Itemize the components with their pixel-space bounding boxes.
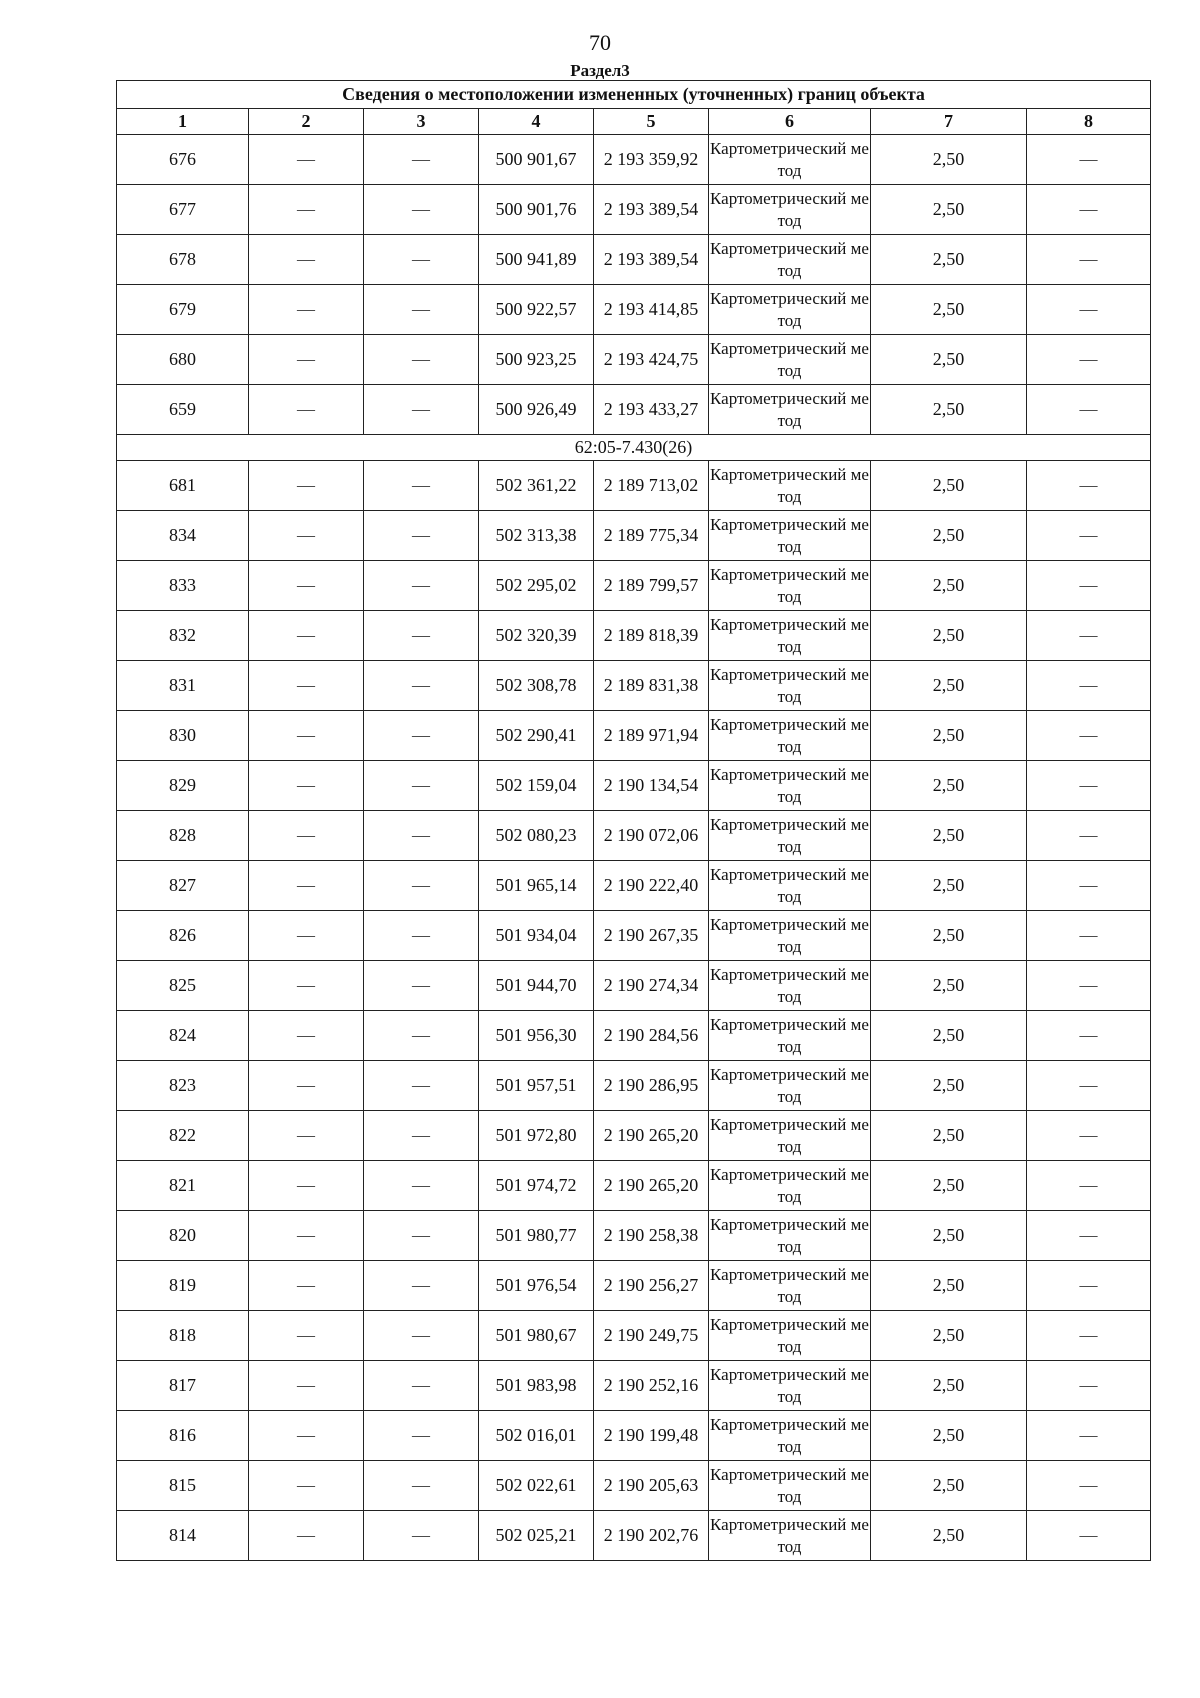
col8-cell: — (1027, 385, 1151, 435)
col2-cell: — (249, 135, 364, 185)
point-number-cell: 677 (117, 185, 249, 235)
col8-cell: — (1027, 711, 1151, 761)
col3-cell: — (364, 1411, 479, 1461)
column-header: 7 (871, 109, 1027, 135)
y-coordinate-cell: 2 190 222,40 (594, 861, 709, 911)
col2-cell: — (249, 185, 364, 235)
accuracy-cell: 2,50 (871, 1461, 1027, 1511)
column-header: 5 (594, 109, 709, 135)
col2-cell: — (249, 611, 364, 661)
point-number-cell: 678 (117, 235, 249, 285)
col8-cell: — (1027, 561, 1151, 611)
accuracy-cell: 2,50 (871, 1261, 1027, 1311)
table-row (117, 285, 1151, 335)
x-coordinate-cell: 501 972,80 (479, 1111, 594, 1161)
point-number-cell: 815 (117, 1461, 249, 1511)
col2-cell: — (249, 1461, 364, 1511)
method-cell: Картометрический метод (709, 811, 871, 861)
point-number-cell: 832 (117, 611, 249, 661)
method-cell: Картометрический метод (709, 1461, 871, 1511)
col3-cell: — (364, 1161, 479, 1211)
col8-cell: — (1027, 911, 1151, 961)
col8-cell: — (1027, 1261, 1151, 1311)
accuracy-cell: 2,50 (871, 385, 1027, 435)
accuracy-cell: 2,50 (871, 1011, 1027, 1061)
accuracy-cell: 2,50 (871, 861, 1027, 911)
y-coordinate-cell: 2 193 424,75 (594, 335, 709, 385)
col8-cell: — (1027, 661, 1151, 711)
col3-cell: — (364, 1361, 479, 1411)
col2-cell: — (249, 1411, 364, 1461)
col2-cell: — (249, 911, 364, 961)
x-coordinate-cell: 502 022,61 (479, 1461, 594, 1511)
group-row (117, 435, 1151, 461)
col8-cell: — (1027, 861, 1151, 911)
col3-cell: — (364, 761, 479, 811)
table-row (117, 511, 1151, 561)
table-row (117, 385, 1151, 435)
method-cell: Картометрический метод (709, 561, 871, 611)
x-coordinate-cell: 501 983,98 (479, 1361, 594, 1411)
y-coordinate-cell: 2 190 265,20 (594, 1161, 709, 1211)
column-header: 6 (709, 109, 871, 135)
accuracy-cell: 2,50 (871, 761, 1027, 811)
table-row (117, 961, 1151, 1011)
point-number-cell: 817 (117, 1361, 249, 1411)
col2-cell: — (249, 861, 364, 911)
x-coordinate-cell: 502 025,21 (479, 1511, 594, 1561)
accuracy-cell: 2,50 (871, 711, 1027, 761)
col2-cell: — (249, 811, 364, 861)
method-cell: Картометрический метод (709, 1361, 871, 1411)
accuracy-cell: 2,50 (871, 285, 1027, 335)
x-coordinate-cell: 501 980,77 (479, 1211, 594, 1261)
column-header: 3 (364, 109, 479, 135)
column-header: 1 (117, 109, 249, 135)
point-number-cell: 659 (117, 385, 249, 435)
accuracy-cell: 2,50 (871, 235, 1027, 285)
method-cell: Картометрический метод (709, 1211, 871, 1261)
x-coordinate-cell: 501 957,51 (479, 1061, 594, 1111)
col8-cell: — (1027, 1111, 1151, 1161)
accuracy-cell: 2,50 (871, 611, 1027, 661)
table-row (117, 1411, 1151, 1461)
col3-cell: — (364, 461, 479, 511)
point-number-cell: 814 (117, 1511, 249, 1561)
y-coordinate-cell: 2 190 286,95 (594, 1061, 709, 1111)
point-number-cell: 679 (117, 285, 249, 335)
table-row (117, 335, 1151, 385)
accuracy-cell: 2,50 (871, 811, 1027, 861)
y-coordinate-cell: 2 190 258,38 (594, 1211, 709, 1261)
point-number-cell: 834 (117, 511, 249, 561)
point-number-cell: 826 (117, 911, 249, 961)
accuracy-cell: 2,50 (871, 1361, 1027, 1411)
x-coordinate-cell: 500 922,57 (479, 285, 594, 335)
point-number-cell: 829 (117, 761, 249, 811)
col3-cell: — (364, 911, 479, 961)
accuracy-cell: 2,50 (871, 1311, 1027, 1361)
col3-cell: — (364, 185, 479, 235)
col2-cell: — (249, 1361, 364, 1411)
method-cell: Картометрический метод (709, 1261, 871, 1311)
method-cell: Картометрический метод (709, 761, 871, 811)
col3-cell: — (364, 1061, 479, 1111)
method-cell: Картометрический метод (709, 1061, 871, 1111)
y-coordinate-cell: 2 189 799,57 (594, 561, 709, 611)
table-row (117, 611, 1151, 661)
table-row (117, 1511, 1151, 1561)
method-cell: Картометрический метод (709, 711, 871, 761)
x-coordinate-cell: 501 934,04 (479, 911, 594, 961)
y-coordinate-cell: 2 190 249,75 (594, 1311, 709, 1361)
col3-cell: — (364, 1461, 479, 1511)
table-caption: Сведения о местоположении измененных (уточненных) границ объекта (117, 81, 1151, 109)
col8-cell: — (1027, 235, 1151, 285)
col8-cell: — (1027, 135, 1151, 185)
col3-cell: — (364, 235, 479, 285)
col2-cell: — (249, 235, 364, 285)
col3-cell: — (364, 861, 479, 911)
table-row (117, 711, 1151, 761)
x-coordinate-cell: 501 956,30 (479, 1011, 594, 1061)
method-cell: Картометрический метод (709, 611, 871, 661)
x-coordinate-cell: 500 901,76 (479, 185, 594, 235)
accuracy-cell: 2,50 (871, 135, 1027, 185)
col2-cell: — (249, 661, 364, 711)
point-number-cell: 830 (117, 711, 249, 761)
y-coordinate-cell: 2 193 433,27 (594, 385, 709, 435)
accuracy-cell: 2,50 (871, 1061, 1027, 1111)
table-row (117, 1461, 1151, 1511)
table-row (117, 461, 1151, 511)
col2-cell: — (249, 1511, 364, 1561)
col2-cell: — (249, 761, 364, 811)
table-row (117, 811, 1151, 861)
col8-cell: — (1027, 1511, 1151, 1561)
x-coordinate-cell: 502 295,02 (479, 561, 594, 611)
x-coordinate-cell: 501 944,70 (479, 961, 594, 1011)
col3-cell: — (364, 335, 479, 385)
col2-cell: — (249, 1311, 364, 1361)
column-header: 8 (1027, 109, 1151, 135)
col8-cell: — (1027, 1061, 1151, 1111)
table-row (117, 911, 1151, 961)
y-coordinate-cell: 2 193 359,92 (594, 135, 709, 185)
x-coordinate-cell: 500 941,89 (479, 235, 594, 285)
table-row (117, 861, 1151, 911)
col2-cell: — (249, 1011, 364, 1061)
col8-cell: — (1027, 1311, 1151, 1361)
point-number-cell: 819 (117, 1261, 249, 1311)
column-number-row (117, 109, 1151, 135)
col8-cell: — (1027, 335, 1151, 385)
table-row (117, 1311, 1151, 1361)
col8-cell: — (1027, 961, 1151, 1011)
cadastral-group-label: 62:05-7.430(26) (117, 435, 1151, 461)
y-coordinate-cell: 2 190 199,48 (594, 1411, 709, 1461)
x-coordinate-cell: 501 965,14 (479, 861, 594, 911)
table-caption-row (117, 81, 1151, 109)
y-coordinate-cell: 2 190 256,27 (594, 1261, 709, 1311)
x-coordinate-cell: 501 974,72 (479, 1161, 594, 1211)
col3-cell: — (364, 611, 479, 661)
table-body (117, 135, 1151, 1561)
y-coordinate-cell: 2 189 818,39 (594, 611, 709, 661)
col8-cell: — (1027, 1011, 1151, 1061)
col3-cell: — (364, 711, 479, 761)
method-cell: Картометрический метод (709, 1111, 871, 1161)
point-number-cell: 816 (117, 1411, 249, 1461)
table-row (117, 661, 1151, 711)
accuracy-cell: 2,50 (871, 661, 1027, 711)
method-cell: Картометрический метод (709, 961, 871, 1011)
col2-cell: — (249, 335, 364, 385)
table-row (117, 135, 1151, 185)
section-title: Раздел3 (570, 61, 630, 80)
col3-cell: — (364, 511, 479, 561)
accuracy-cell: 2,50 (871, 1211, 1027, 1261)
x-coordinate-cell: 502 313,38 (479, 511, 594, 561)
col8-cell: — (1027, 285, 1151, 335)
point-number-cell: 828 (117, 811, 249, 861)
x-coordinate-cell: 500 923,25 (479, 335, 594, 385)
x-coordinate-cell: 501 976,54 (479, 1261, 594, 1311)
point-number-cell: 831 (117, 661, 249, 711)
col3-cell: — (364, 385, 479, 435)
table-row (117, 185, 1151, 235)
y-coordinate-cell: 2 189 971,94 (594, 711, 709, 761)
y-coordinate-cell: 2 190 072,06 (594, 811, 709, 861)
accuracy-cell: 2,50 (871, 1111, 1027, 1161)
point-number-cell: 676 (117, 135, 249, 185)
accuracy-cell: 2,50 (871, 511, 1027, 561)
boundary-coordinates-table (116, 80, 1151, 1561)
col3-cell: — (364, 1511, 479, 1561)
col8-cell: — (1027, 761, 1151, 811)
col3-cell: — (364, 285, 479, 335)
table-row (117, 1111, 1151, 1161)
method-cell: Картометрический метод (709, 511, 871, 561)
method-cell: Картометрический метод (709, 1011, 871, 1061)
y-coordinate-cell: 2 193 414,85 (594, 285, 709, 335)
x-coordinate-cell: 502 016,01 (479, 1411, 594, 1461)
table-row (117, 1361, 1151, 1411)
x-coordinate-cell: 502 320,39 (479, 611, 594, 661)
method-cell: Картометрический метод (709, 1161, 871, 1211)
x-coordinate-cell: 502 290,41 (479, 711, 594, 761)
col8-cell: — (1027, 1361, 1151, 1411)
point-number-cell: 681 (117, 461, 249, 511)
y-coordinate-cell: 2 193 389,54 (594, 185, 709, 235)
col3-cell: — (364, 561, 479, 611)
point-number-cell: 820 (117, 1211, 249, 1261)
col2-cell: — (249, 1111, 364, 1161)
col3-cell: — (364, 1311, 479, 1361)
y-coordinate-cell: 2 190 284,56 (594, 1011, 709, 1061)
col3-cell: — (364, 1211, 479, 1261)
table-row (117, 1061, 1151, 1111)
col3-cell: — (364, 811, 479, 861)
method-cell: Картометрический метод (709, 861, 871, 911)
col8-cell: — (1027, 185, 1151, 235)
accuracy-cell: 2,50 (871, 185, 1027, 235)
y-coordinate-cell: 2 190 202,76 (594, 1511, 709, 1561)
x-coordinate-cell: 502 159,04 (479, 761, 594, 811)
method-cell: Картометрический метод (709, 911, 871, 961)
method-cell: Картометрический метод (709, 335, 871, 385)
point-number-cell: 680 (117, 335, 249, 385)
col3-cell: — (364, 661, 479, 711)
x-coordinate-cell: 500 901,67 (479, 135, 594, 185)
point-number-cell: 821 (117, 1161, 249, 1211)
point-number-cell: 833 (117, 561, 249, 611)
method-cell: Картометрический метод (709, 1411, 871, 1461)
method-cell: Картометрический метод (709, 661, 871, 711)
table-row (117, 1211, 1151, 1261)
col8-cell: — (1027, 511, 1151, 561)
table-row (117, 235, 1151, 285)
col2-cell: — (249, 1211, 364, 1261)
method-cell: Картометрический метод (709, 135, 871, 185)
col8-cell: — (1027, 1461, 1151, 1511)
col2-cell: — (249, 385, 364, 435)
col3-cell: — (364, 961, 479, 1011)
point-number-cell: 822 (117, 1111, 249, 1161)
y-coordinate-cell: 2 189 713,02 (594, 461, 709, 511)
accuracy-cell: 2,50 (871, 1511, 1027, 1561)
col8-cell: — (1027, 611, 1151, 661)
col2-cell: — (249, 1061, 364, 1111)
column-header: 4 (479, 109, 594, 135)
col3-cell: — (364, 1111, 479, 1161)
table-row (117, 761, 1151, 811)
accuracy-cell: 2,50 (871, 461, 1027, 511)
col8-cell: — (1027, 1411, 1151, 1461)
y-coordinate-cell: 2 189 831,38 (594, 661, 709, 711)
y-coordinate-cell: 2 190 252,16 (594, 1361, 709, 1411)
col8-cell: — (1027, 461, 1151, 511)
col2-cell: — (249, 511, 364, 561)
accuracy-cell: 2,50 (871, 561, 1027, 611)
y-coordinate-cell: 2 190 267,35 (594, 911, 709, 961)
method-cell: Картометрический метод (709, 1311, 871, 1361)
x-coordinate-cell: 500 926,49 (479, 385, 594, 435)
method-cell: Картометрический метод (709, 285, 871, 335)
accuracy-cell: 2,50 (871, 961, 1027, 1011)
page-number: 70 (589, 30, 611, 55)
table-row (117, 1161, 1151, 1211)
accuracy-cell: 2,50 (871, 911, 1027, 961)
method-cell: Картометрический метод (709, 185, 871, 235)
col3-cell: — (364, 135, 479, 185)
accuracy-cell: 2,50 (871, 1161, 1027, 1211)
y-coordinate-cell: 2 190 265,20 (594, 1111, 709, 1161)
method-cell: Картометрический метод (709, 461, 871, 511)
point-number-cell: 825 (117, 961, 249, 1011)
accuracy-cell: 2,50 (871, 335, 1027, 385)
point-number-cell: 823 (117, 1061, 249, 1111)
x-coordinate-cell: 502 308,78 (479, 661, 594, 711)
column-header: 2 (249, 109, 364, 135)
y-coordinate-cell: 2 193 389,54 (594, 235, 709, 285)
y-coordinate-cell: 2 190 205,63 (594, 1461, 709, 1511)
col2-cell: — (249, 1261, 364, 1311)
method-cell: Картометрический метод (709, 1511, 871, 1561)
col2-cell: — (249, 711, 364, 761)
point-number-cell: 818 (117, 1311, 249, 1361)
y-coordinate-cell: 2 190 274,34 (594, 961, 709, 1011)
method-cell: Картометрический метод (709, 235, 871, 285)
col8-cell: — (1027, 1161, 1151, 1211)
col2-cell: — (249, 461, 364, 511)
y-coordinate-cell: 2 190 134,54 (594, 761, 709, 811)
x-coordinate-cell: 501 980,67 (479, 1311, 594, 1361)
col8-cell: — (1027, 811, 1151, 861)
point-number-cell: 824 (117, 1011, 249, 1061)
col3-cell: — (364, 1011, 479, 1061)
table-row (117, 1261, 1151, 1311)
col8-cell: — (1027, 1211, 1151, 1261)
col2-cell: — (249, 561, 364, 611)
table-row (117, 1011, 1151, 1061)
x-coordinate-cell: 502 080,23 (479, 811, 594, 861)
x-coordinate-cell: 502 361,22 (479, 461, 594, 511)
col3-cell: — (364, 1261, 479, 1311)
col2-cell: — (249, 961, 364, 1011)
table-row (117, 561, 1151, 611)
accuracy-cell: 2,50 (871, 1411, 1027, 1461)
col2-cell: — (249, 1161, 364, 1211)
point-number-cell: 827 (117, 861, 249, 911)
col2-cell: — (249, 285, 364, 335)
method-cell: Картометрический метод (709, 385, 871, 435)
y-coordinate-cell: 2 189 775,34 (594, 511, 709, 561)
